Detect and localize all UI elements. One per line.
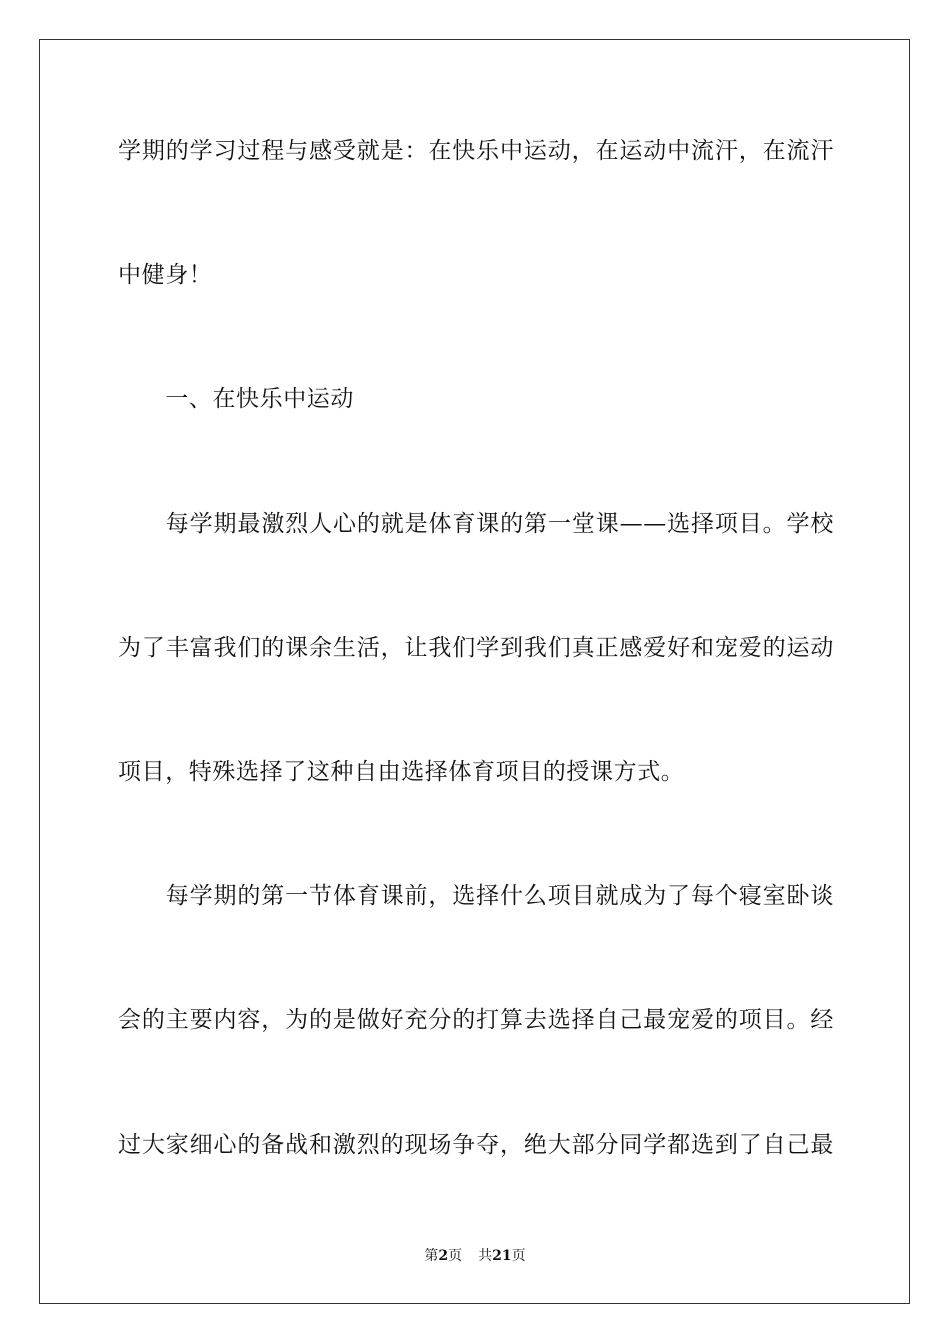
total-prefix: 共 xyxy=(478,1248,493,1264)
page-suffix: 页 xyxy=(448,1248,463,1264)
paragraph-line: 中健身！ xyxy=(118,262,213,288)
paragraph-line: 为了丰富我们的课余生活，让我们学到我们真正感爱好和宠爱的运动 xyxy=(118,635,834,661)
paragraph-line: 过大家细心的备战和激烈的现场争夺，绝大部分同学都选到了自己最 xyxy=(118,1132,834,1158)
total-pages: 21 xyxy=(492,1248,512,1264)
page-number: 2 xyxy=(438,1248,449,1264)
page-border xyxy=(39,39,910,1304)
paragraph-line: 每学期的第一节体育课前，选择什么项目就成为了每个寝室卧谈 xyxy=(118,883,834,909)
total-suffix: 页 xyxy=(511,1248,526,1264)
paragraph-line: 学期的学习过程与感受就是：在快乐中运动，在运动中流汗，在流汗 xyxy=(118,138,834,164)
page-prefix: 第 xyxy=(424,1248,439,1264)
paragraph-line: 会的主要内容，为的是做好充分的打算去选择自己最宠爱的项目。经 xyxy=(118,1007,834,1033)
paragraph-line: 项目，特殊选择了这种自由选择体育项目的授课方式。 xyxy=(118,759,685,785)
section-heading: 一、在快乐中运动 xyxy=(118,386,354,412)
page-footer xyxy=(0,1247,950,1265)
paragraph-line: 每学期最激烈人心的就是体育课的第一堂课——选择项目。学校 xyxy=(118,511,834,537)
